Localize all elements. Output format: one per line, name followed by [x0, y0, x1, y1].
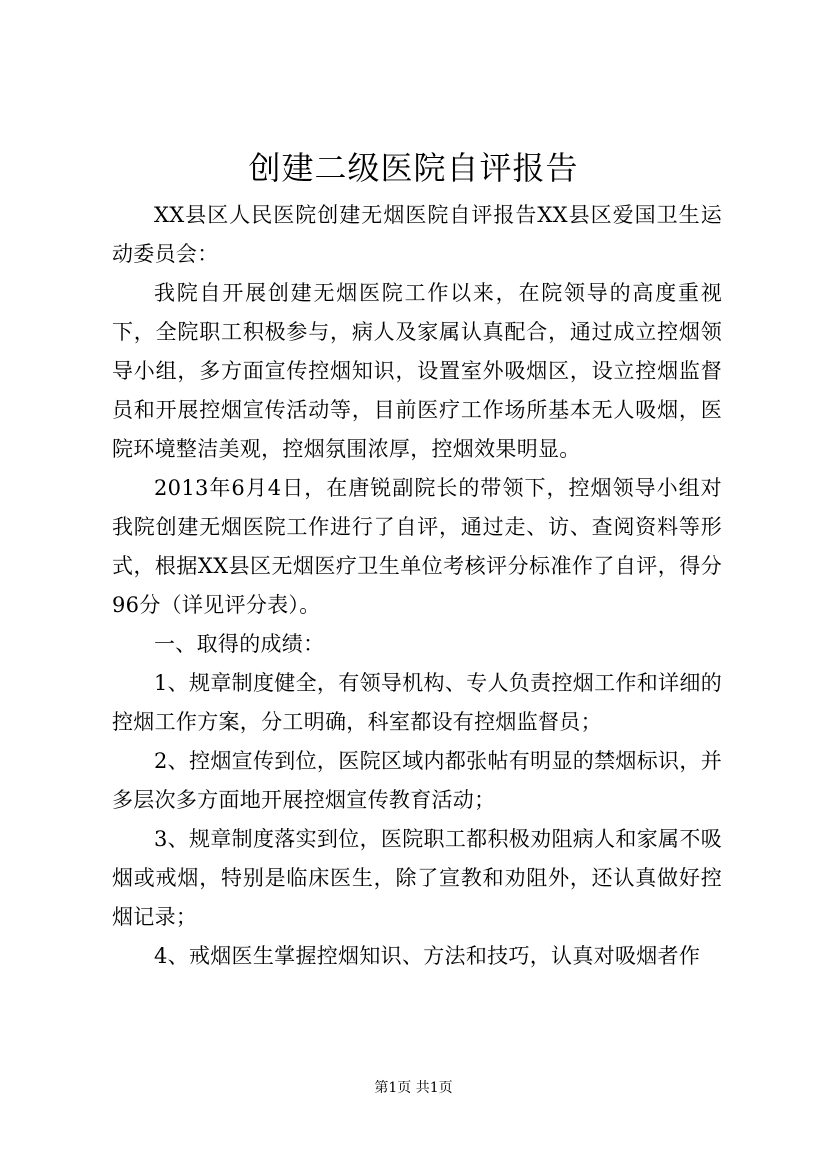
section-heading-achievements: 一、取得的成绩： — [154, 632, 325, 656]
list-item-3: 3、规章制度落实到位，医院职工都积极劝阻病人和家属不吸烟或戒烟，特别是临床医生，除了宣教和劝阻外，还认真做好控烟记录； — [112, 827, 722, 929]
list-item-2: 2、控烟宣传到位，医院区域内都张帖有明显的禁烟标识，并多层次多方面地开展控烟宣传教育活动； — [112, 749, 722, 812]
paragraph-intro: 我院自开展创建无烟医院工作以来，在院领导的高度重视下，全院职工积极参与，病人及家属认真配合，通过成立控烟领导小组，多方面宣传控烟知识，设置室外吸烟区，设立控烟监督员和开展控烟宣传活动等，目前医疗工作场所基本无人吸烟，医院环境整洁美观，控烟氛围浓厚，控烟效果明显。 — [112, 281, 722, 461]
document-body — [112, 196, 722, 976]
paragraph-addressee: XX县区人民医院创建无烟医院自评报告XX县区爱国卫生运动委员会： — [112, 203, 722, 266]
paragraph-self-evaluation: 2013年6月4日，在唐锐副院长的带领下，控烟领导小组对我院创建无烟医院工作进行了自评，通过走、访、查阅资料等形式，根据XX县区无烟医疗卫生单位考核评分标准作了自评，得分96分（详见评分表）。 — [112, 476, 722, 617]
list-item-1: 1、规章制度健全，有领导机构、专人负责控烟工作和详细的控烟工作方案，分工明确，科室都设有控烟监督员； — [112, 671, 722, 734]
list-item-4: 4、戒烟医生掌握控烟知识、方法和技巧，认真对吸烟者作 — [154, 944, 701, 968]
page-footer: 第1页 共1页 — [374, 1080, 453, 1096]
document-title: 创建二级医院自评报告 — [248, 149, 579, 187]
